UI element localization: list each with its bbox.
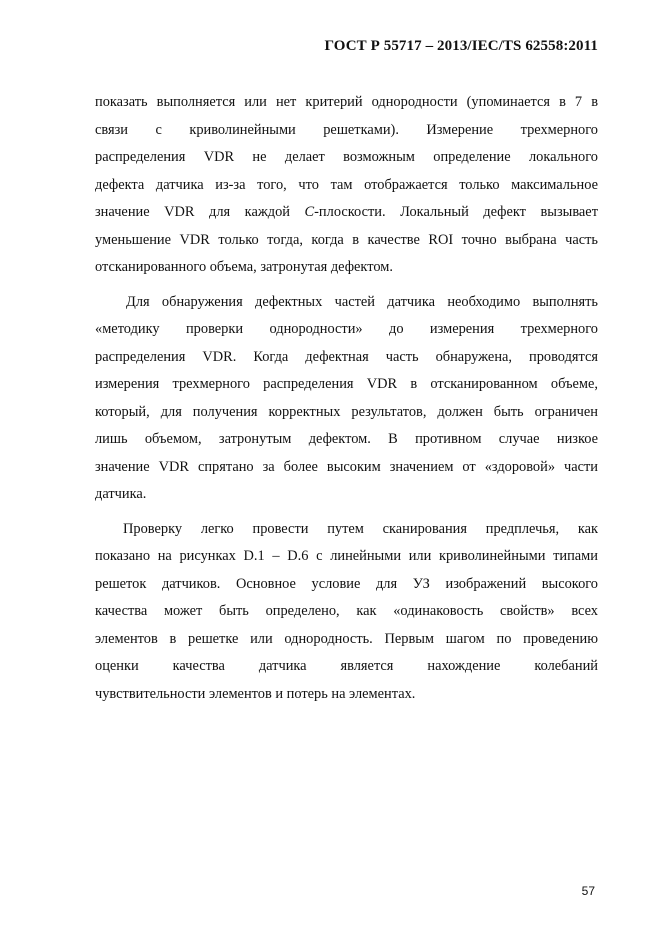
standard-header: ГОСТ Р 55717 – 2013/IEC/TS 62558:2011 <box>324 38 598 54</box>
text-line: отсканированного объема, затронутая дефектом. <box>95 259 393 275</box>
paragraph-3 <box>95 516 598 709</box>
text-line: распределения VDR. Когда дефектная часть обнаружена, проводятся <box>95 348 598 365</box>
text-line: измерения трехмерного распределения VDR в отсканированном объеме, <box>95 376 598 392</box>
paragraph-2 <box>95 289 598 509</box>
text-line: показано на рисунках D.1 – D.6 с линейными или криволинейными типами <box>95 548 598 564</box>
text-line: связи с криволинейными решетками). Измерение трехмерного <box>95 121 598 138</box>
text-line: значение VDR для каждой С-плоскости. Локальный дефект вызывает <box>95 204 598 220</box>
paragraph-1 <box>95 89 598 282</box>
text-line: датчика. <box>95 486 147 502</box>
body-text <box>95 89 598 715</box>
page-number: 57 <box>581 884 595 898</box>
text-line: уменьшение VDR только тогда, когда в качестве ROI точно выбрана часть <box>95 231 598 248</box>
text-line: чувствительности элементов и потерь на элементах. <box>95 685 416 702</box>
text-line: Для обнаружения дефектных частей датчика необходимо выполнять <box>126 293 598 310</box>
text-line: элементов в решетке или однородность. Первым шагом по проведению <box>95 630 598 647</box>
text-line: показать выполняется или нет критерий однородности (упоминается в 7 в <box>95 94 598 110</box>
text-line: Проверку легко провести путем сканирования предплечья, как <box>123 520 598 537</box>
text-line: решеток датчиков. Основное условие для УЗ изображений высокого <box>95 575 598 592</box>
text-line: дефекта датчика из-за того, что там отображается только максимальное <box>95 176 598 193</box>
text-line: значение VDR спрятано за более высоким значением от «здоровой» части <box>95 458 598 475</box>
text-line: «методику проверки однородности» до измерения трехмерного <box>95 321 598 337</box>
text-line: лишь объемом, затронутым дефектом. В противном случае низкое <box>95 431 598 447</box>
text-line: который, для получения корректных результатов, должен быть ограничен <box>95 403 598 420</box>
text-line: распределения VDR не делает возможным определение локального <box>95 149 598 165</box>
text-line: оценки качества датчика является нахождение колебаний <box>95 658 598 674</box>
text-line: качества может быть определено, как «одинаковость свойств» всех <box>95 603 598 619</box>
